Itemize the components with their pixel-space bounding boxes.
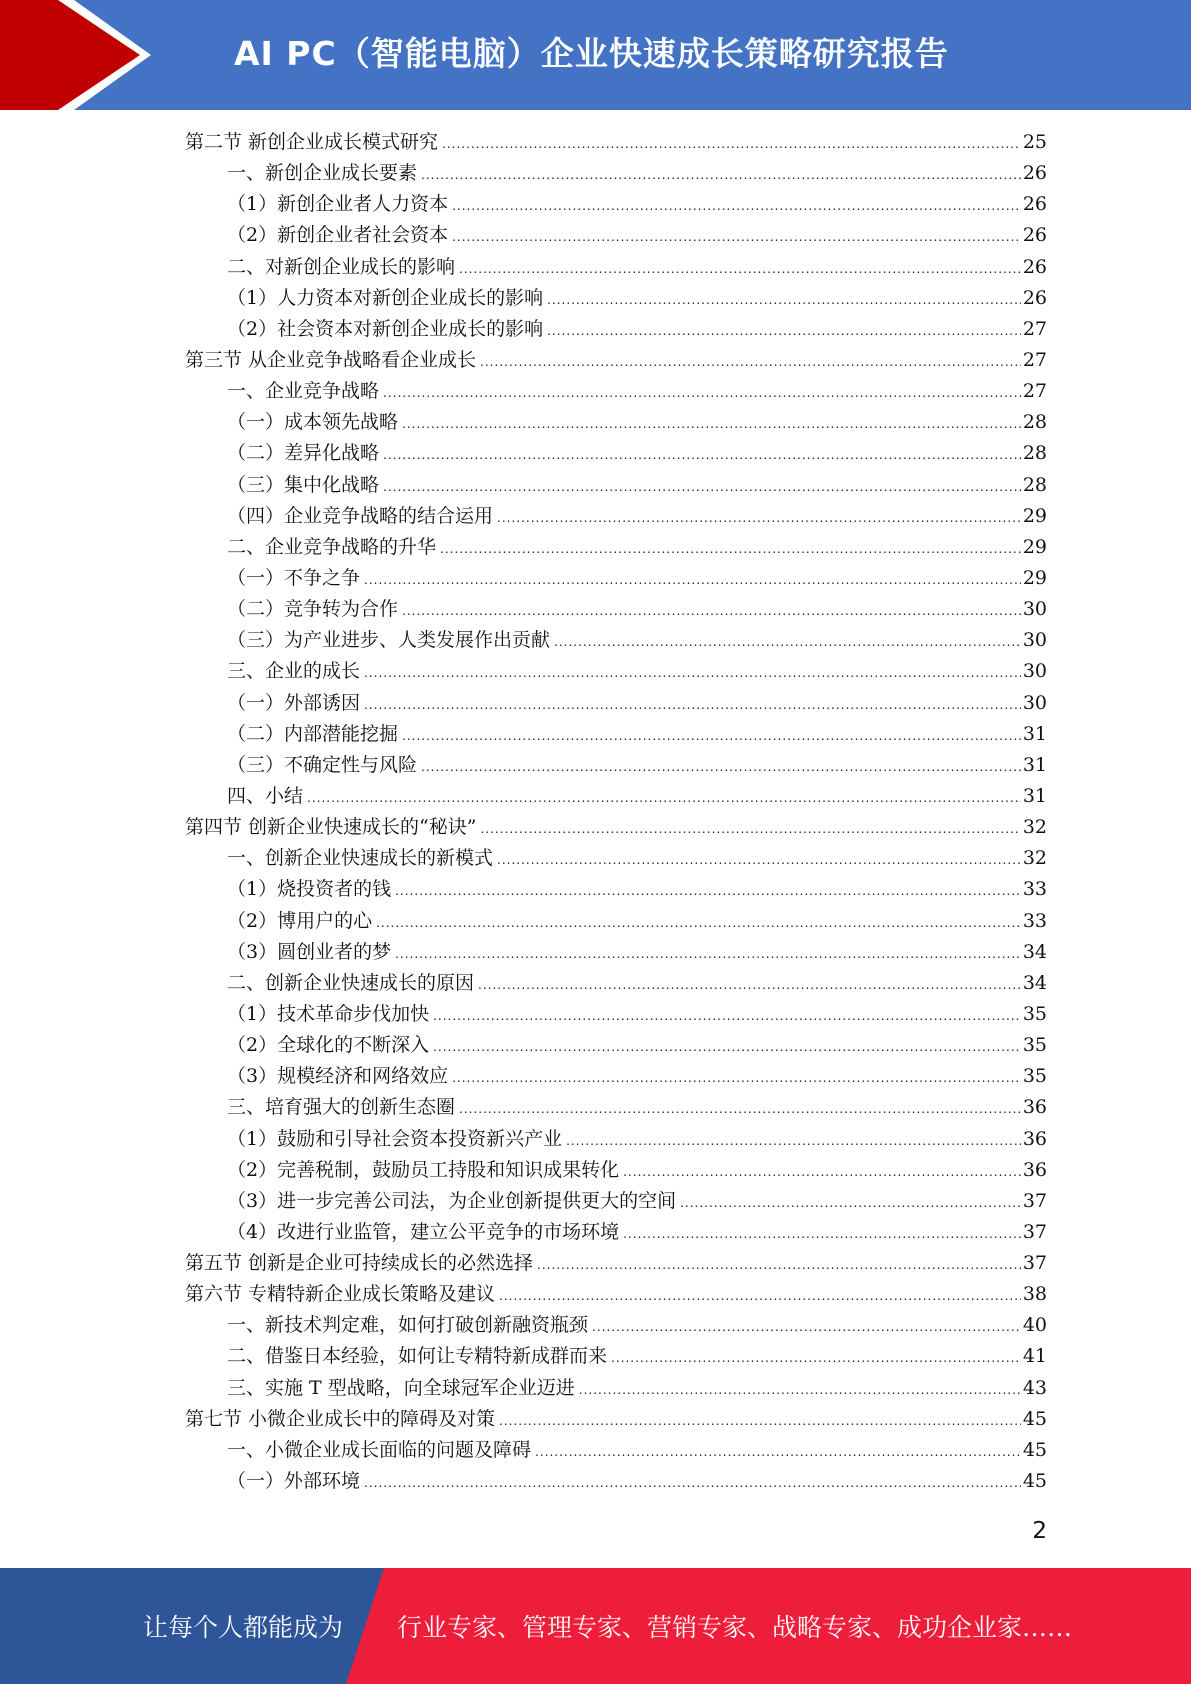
toc-entry-title: （4）改进行业监管，建立公平竞争的市场环境 [227, 1220, 620, 1243]
toc-entry-page: 26 [1022, 224, 1047, 247]
toc-entry-page: 33 [1022, 878, 1047, 901]
toc-entry-title: 三、企业的成长 [227, 660, 361, 683]
toc-entry-page: 28 [1022, 442, 1047, 465]
toc-dot-leader [579, 1375, 1021, 1406]
toc-entry-page: 26 [1022, 193, 1047, 216]
toc-entry-page: 45 [1022, 1438, 1047, 1461]
footer-slogan-right: 行业专家、管理专家、营销专家、战略专家、成功企业家…… [397, 1613, 1073, 1642]
toc-entry[interactable] [185, 189, 1047, 220]
toc-entry-page: 36 [1022, 1158, 1047, 1181]
toc-entry-page: 28 [1022, 473, 1047, 496]
toc-dot-leader [566, 1126, 1021, 1157]
toc-entry-title: （3）进一步完善公司法，为企业创新提供更大的空间 [227, 1189, 677, 1212]
toc-entry-page: 32 [1022, 816, 1047, 839]
toc-entry[interactable] [185, 999, 1047, 1030]
toc-entry-page: 43 [1022, 1376, 1047, 1399]
toc-entry[interactable] [185, 688, 1047, 719]
toc-dot-leader [547, 285, 1021, 316]
toc-entry-page: 27 [1022, 380, 1047, 403]
toc-dot-leader [459, 1094, 1021, 1125]
toc-entry-title: （3）规模经济和网络效应 [227, 1065, 449, 1088]
toc-entry-title: （二）竞争转为合作 [227, 598, 399, 621]
toc-dot-leader [611, 1343, 1021, 1374]
toc-entry-title: 一、创新企业快速成长的新模式 [227, 847, 494, 870]
toc-entry-title: （三）不确定性与风险 [227, 753, 418, 776]
toc-dot-leader [402, 409, 1021, 440]
toc-entry[interactable] [185, 1124, 1047, 1155]
toc-entry-page: 30 [1022, 598, 1047, 621]
toc-entry-page: 31 [1022, 784, 1047, 807]
toc-entry-page: 36 [1022, 1096, 1047, 1119]
toc-entry[interactable] [185, 812, 1047, 843]
page-header [0, 0, 1191, 110]
toc-entry-page: 28 [1022, 411, 1047, 434]
toc-dot-leader [364, 565, 1021, 596]
toc-entry[interactable] [185, 252, 1047, 283]
toc-entry-title: （二）内部潜能挖掘 [227, 722, 399, 745]
toc-entry[interactable] [185, 283, 1047, 314]
toc-entry-title: （2）完善税制，鼓励员工持股和知识成果转化 [227, 1158, 620, 1181]
toc-entry[interactable] [185, 843, 1047, 874]
toc-dot-leader [433, 1032, 1021, 1063]
toc-entry[interactable] [185, 1404, 1047, 1435]
toc-entry-page: 40 [1022, 1314, 1047, 1337]
toc-entry[interactable] [185, 1186, 1047, 1217]
toc-entry-page: 35 [1022, 1034, 1047, 1057]
toc-entry[interactable] [185, 127, 1047, 158]
toc-entry[interactable] [185, 470, 1047, 501]
toc-entry-title: 一、新技术判定难，如何打破创新融资瓶颈 [227, 1314, 589, 1337]
toc-entry[interactable] [185, 158, 1047, 189]
toc-entry[interactable] [185, 656, 1047, 687]
toc-entry[interactable] [185, 345, 1047, 376]
toc-dot-leader [497, 503, 1021, 534]
toc-entry[interactable] [185, 1248, 1047, 1279]
toc-entry[interactable] [185, 874, 1047, 905]
toc-entry-title: 三、培育强大的创新生态圈 [227, 1096, 456, 1119]
toc-entry-page: 41 [1022, 1345, 1047, 1368]
toc-entry-page: 37 [1022, 1220, 1047, 1243]
toc-entry[interactable] [185, 376, 1047, 407]
toc-entry[interactable] [185, 625, 1047, 656]
toc-dot-leader [459, 254, 1021, 285]
toc-dot-leader [480, 814, 1020, 845]
report-title: AI PC（智能电脑）企业快速成长策略研究报告 [234, 34, 949, 73]
toc-entry[interactable] [185, 968, 1047, 999]
toc-entry-title: （三）为产业进步、人类发展作出贡献 [227, 629, 551, 652]
toc-entry-page: 37 [1022, 1252, 1047, 1275]
toc-entry-page: 26 [1022, 255, 1047, 278]
toc-entry[interactable] [185, 1092, 1047, 1123]
toc-entry[interactable] [185, 1341, 1047, 1372]
toc-entry-title: 二、借鉴日本经验，如何让专精特新成群而来 [227, 1345, 608, 1368]
toc-entry-page: 38 [1022, 1283, 1047, 1306]
toc-dot-leader [452, 222, 1021, 253]
toc-entry-title: （一）外部诱因 [227, 691, 361, 714]
toc-entry[interactable] [185, 501, 1047, 532]
toc-entry-title: （三）集中化战略 [227, 473, 380, 496]
toc-dot-leader [452, 191, 1021, 222]
toc-entry-title: 第五节 创新是企业可持续成长的必然选择 [185, 1252, 534, 1275]
toc-dot-leader [364, 690, 1021, 721]
toc-entry-page: 29 [1022, 504, 1047, 527]
toc-entry-title: （1）鼓励和引导社会资本投资新兴产业 [227, 1127, 563, 1150]
toc-entry-page: 34 [1022, 971, 1047, 994]
toc-dot-leader [402, 596, 1021, 627]
page-footer [0, 1568, 1191, 1684]
toc-entry-page: 35 [1022, 1065, 1047, 1088]
toc-dot-leader [421, 752, 1021, 783]
toc-dot-leader [383, 472, 1021, 503]
toc-entry[interactable] [185, 1217, 1047, 1248]
page-number: 2 [1032, 1518, 1047, 1544]
toc-entry[interactable] [185, 781, 1047, 812]
toc-entry-title: （1）烧投资者的钱 [227, 878, 392, 901]
toc-dot-leader [364, 658, 1021, 689]
toc-dot-leader [623, 1219, 1021, 1250]
toc-entry-title: 第四节 创新企业快速成长的“秘诀” [185, 816, 477, 839]
toc-dot-leader [383, 440, 1021, 471]
toc-entry[interactable] [185, 1279, 1047, 1310]
toc-dot-leader [497, 845, 1021, 876]
toc-entry[interactable] [185, 1310, 1047, 1341]
toc-dot-leader [421, 160, 1021, 191]
toc-entry[interactable] [185, 937, 1047, 968]
toc-entry-page: 31 [1022, 753, 1047, 776]
toc-entry[interactable] [185, 719, 1047, 750]
toc-entry[interactable] [185, 1061, 1047, 1092]
toc-entry-title: （二）差异化战略 [227, 442, 380, 465]
toc-entry-title: （一）成本领先战略 [227, 411, 399, 434]
toc-entry-title: 一、新创企业成长要素 [227, 162, 418, 185]
toc-entry-page: 26 [1022, 162, 1047, 185]
toc-dot-leader [499, 1406, 1021, 1437]
toc-entry-page: 25 [1022, 131, 1047, 153]
toc-entry-page: 26 [1022, 286, 1047, 309]
toc-dot-leader [480, 347, 1021, 378]
toc-entry[interactable] [185, 1373, 1047, 1404]
toc-entry-title: （四）企业竞争战略的结合运用 [227, 504, 494, 527]
toc-entry-page: 31 [1022, 722, 1047, 745]
toc-entry-page: 32 [1022, 847, 1047, 870]
toc-dot-leader [554, 627, 1021, 658]
toc-entry-page: 33 [1022, 909, 1047, 932]
toc-entry-page: 45 [1022, 1407, 1047, 1430]
toc-entry-title: （一）不争之争 [227, 566, 361, 589]
toc-entry[interactable] [185, 563, 1047, 594]
toc-entry-page: 37 [1022, 1189, 1047, 1212]
table-of-contents [185, 127, 1047, 1497]
toc-dot-leader [499, 1281, 1021, 1312]
toc-dot-leader [433, 1001, 1021, 1032]
toc-entry-page: 35 [1022, 1002, 1047, 1025]
toc-entry-page: 45 [1022, 1470, 1047, 1493]
toc-entry[interactable] [185, 594, 1047, 625]
toc-dot-leader [478, 970, 1021, 1001]
toc-dot-leader [402, 721, 1021, 752]
toc-entry[interactable] [185, 906, 1047, 937]
toc-entry-page: 29 [1022, 535, 1047, 558]
toc-entry[interactable] [185, 1155, 1047, 1186]
toc-entry-title: 第二节 新创企业成长模式研究 [185, 131, 439, 153]
toc-entry-title: 三、实施 T 型战略，向全球冠军企业迈进 [227, 1376, 575, 1399]
toc-entry-title: 一、小微企业成长面临的问题及障碍 [227, 1438, 532, 1461]
toc-entry[interactable] [185, 532, 1047, 563]
toc-entry[interactable] [185, 220, 1047, 251]
toc-entry[interactable] [185, 750, 1047, 781]
toc-dot-leader [364, 1468, 1021, 1499]
toc-entry-title: 第六节 专精特新企业成长策略及建议 [185, 1283, 496, 1306]
toc-dot-leader [452, 1063, 1021, 1094]
toc-dot-leader [537, 1250, 1021, 1281]
toc-entry-title: 二、对新创企业成长的影响 [227, 255, 456, 278]
toc-dot-leader [592, 1312, 1021, 1343]
toc-dot-leader [440, 534, 1021, 565]
toc-dot-leader [623, 1157, 1021, 1188]
toc-entry[interactable] [185, 407, 1047, 438]
toc-entry-title: （1）技术革命步伐加快 [227, 1002, 430, 1025]
toc-entry-title: （3）圆创业者的梦 [227, 940, 392, 963]
toc-entry[interactable] [185, 1030, 1047, 1061]
toc-entry[interactable] [185, 438, 1047, 469]
toc-entry[interactable] [185, 314, 1047, 345]
toc-dot-leader [307, 783, 1021, 814]
toc-entry-title: （2）新创企业者社会资本 [227, 224, 449, 247]
toc-entry-page: 34 [1022, 940, 1047, 963]
toc-entry-title: （1）新创企业者人力资本 [227, 193, 449, 216]
toc-entry-title: （2）社会资本对新创企业成长的影响 [227, 317, 544, 340]
toc-entry-page: 27 [1022, 317, 1047, 340]
toc-dot-leader [680, 1188, 1021, 1219]
toc-entry-title: 四、小结 [227, 784, 304, 807]
toc-dot-leader [376, 908, 1021, 939]
toc-entry-title: 二、创新企业快速成长的原因 [227, 971, 475, 994]
toc-entry-title: （1）人力资本对新创企业成长的影响 [227, 286, 544, 309]
toc-entry-title: （2）全球化的不断深入 [227, 1034, 430, 1057]
toc-entry-page: 29 [1022, 566, 1047, 589]
toc-entry-page: 27 [1022, 348, 1047, 371]
toc-entry-title: 第七节 小微企业成长中的障碍及对策 [185, 1407, 496, 1430]
toc-entry-title: （2）博用户的心 [227, 909, 373, 932]
toc-entry[interactable] [185, 1435, 1047, 1466]
toc-dot-leader [395, 939, 1021, 970]
toc-entry-title: 第三节 从企业竞争战略看企业成长 [185, 348, 477, 371]
toc-entry-page: 36 [1022, 1127, 1047, 1150]
toc-entry-page: 30 [1022, 629, 1047, 652]
footer-slogan-left: 让每个人都能成为 [143, 1613, 344, 1642]
toc-entry-title: 一、企业竞争战略 [227, 380, 380, 403]
toc-entry-title: 二、企业竞争战略的升华 [227, 535, 437, 558]
toc-entry-page: 30 [1022, 660, 1047, 683]
toc-dot-leader [547, 316, 1021, 347]
toc-dot-leader [395, 876, 1021, 907]
toc-dot-leader [442, 129, 1021, 160]
toc-entry-title: （一）外部环境 [227, 1470, 361, 1493]
toc-dot-leader [383, 378, 1021, 409]
toc-entry-page: 30 [1022, 691, 1047, 714]
toc-entry[interactable] [185, 1466, 1047, 1497]
toc-dot-leader [535, 1437, 1021, 1468]
